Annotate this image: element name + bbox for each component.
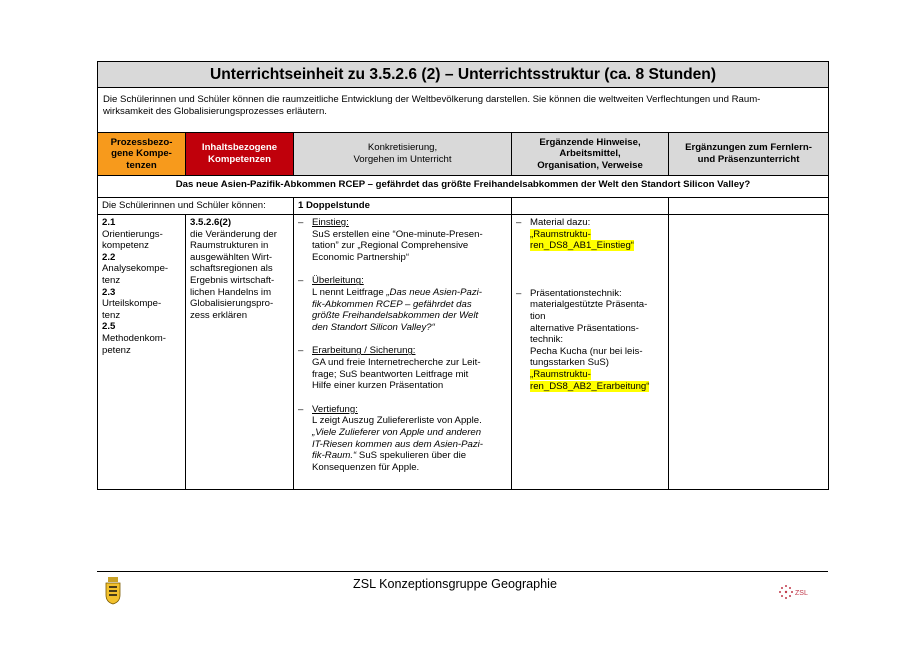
header-fernlernen: Ergänzungen zum Fernlern- und Präsenzunterricht bbox=[669, 133, 829, 176]
step-heading: Einstieg: bbox=[312, 217, 349, 228]
fernlernen-cell bbox=[669, 215, 829, 490]
competence-number: 2.2 bbox=[102, 251, 116, 263]
header-prozess: Prozessbezo- gene Kompe- tenzen bbox=[98, 133, 186, 176]
intro-line: wirksamkeit des Globalisierungsprozesses erläutern. bbox=[103, 106, 327, 117]
empty-cell bbox=[669, 198, 829, 215]
footer-text: ZSL Konzeptionsgruppe Geographie bbox=[353, 577, 557, 591]
document bbox=[97, 61, 828, 490]
ergaenzende-hinweise-cell bbox=[512, 215, 669, 490]
step-erarbeitung: – Erarbeitung / Sicherung: GA und freie Internetrecherche zur Leit- frage; SuS beantworten Leitfrage mit Hilfe einer kurzen Präsentation bbox=[298, 345, 481, 392]
students-can-label: Die Schülerinnen und Schüler können: bbox=[98, 198, 294, 215]
intro-text bbox=[98, 88, 829, 133]
step-heading: Überleitung: bbox=[312, 275, 364, 287]
page-title: Unterrichtseinheit zu 3.5.2.6 (2) – Unterrichtsstruktur (ca. 8 Stunden) bbox=[98, 62, 829, 88]
empty-cell bbox=[512, 198, 669, 215]
material-link[interactable]: „Raumstruktu- bbox=[530, 228, 591, 240]
footer-divider bbox=[97, 571, 828, 572]
lesson-structure-table bbox=[97, 61, 829, 490]
step-vertiefung: – Vertiefung: L zeigt Auszug Zuliefererliste von Apple. „Viele Zulieferer von Apple und anderen IT-Riesen kommen aus dem Asien-Pazi- fik-Raum.“ SuS spekulieren über die Konsequenzen für Apple. bbox=[298, 403, 483, 473]
prozess-competences: 2.1 Orientierungs- kompetenz 2.2 Analysekompe- tenz 2.3 Urteilskompe- tenz 2.5 Methodenkom- petenz bbox=[98, 215, 186, 490]
header-ergaenzende-hinweise: Ergänzende Hinweise, Arbeitsmittel, Organisation, Verweise bbox=[512, 133, 669, 176]
zsl-logo-icon bbox=[778, 582, 818, 602]
material-item: – Material dazu: „Raumstruktu- ren_DS8_AB1_Einstieg“ bbox=[516, 217, 634, 252]
zsl-logo-text: ZSL bbox=[795, 590, 808, 597]
competence-number: 2.5 bbox=[102, 321, 116, 333]
step-einstieg: – Einstieg: SuS erstellen eine “One-minute-Presen- tation” zur „Regional Comprehensive Economic Partnership“ bbox=[298, 217, 483, 263]
doppelstunde-label: 1 Doppelstunde bbox=[294, 198, 512, 215]
competence-number: 2.1 bbox=[102, 217, 116, 228]
header-konkretisierung: Konkretisierung, Vorgehen im Unterricht bbox=[294, 133, 512, 176]
praesentation-item: – Präsentationstechnik: materialgestützte Präsenta- tion alternative Präsentations- technik: Pecha Kucha (nur bei leis- tungsstarken SuS) „Raumstruktu- ren_DS8_AB2_Erarbeitung“ bbox=[516, 287, 650, 392]
competence-number: 2.3 bbox=[102, 286, 116, 298]
konkretisierung-cell bbox=[294, 215, 512, 490]
step-ueberleitung: – Überleitung: L nennt Leitfrage „Das neue Asien-Pazi- fik-Abkommen RCEP – gefährdet das größte Freihandelsabkommen der Welt den Standort Silicon Valley?“ bbox=[298, 275, 482, 333]
leitfrage-row: Das neue Asien-Pazifik-Abkommen RCEP – gefährdet das größte Freihandelsabkommen der Welt den Standort Silicon Valley? bbox=[98, 176, 829, 198]
material-link[interactable]: ren_DS8_AB1_Einstieg“ bbox=[530, 240, 634, 252]
material-link[interactable]: ren_DS8_AB2_Erarbeitung“ bbox=[530, 380, 650, 392]
step-heading: Vertiefung: bbox=[312, 403, 358, 415]
inhalt-competences: 3.5.2.6(2) die Veränderung der Raumstrukturen in ausgewählten Wirt- schaftsregionen als Ergebnis wirtschaft- lichen Handelns im Globalisierungspro- zess erklären bbox=[186, 215, 294, 490]
header-inhalt: Inhaltsbezogene Kompetenzen bbox=[186, 133, 294, 176]
material-link[interactable]: „Raumstruktu- bbox=[530, 368, 591, 380]
inhalt-number: 3.5.2.6(2) bbox=[190, 217, 232, 228]
intro-line: Die Schülerinnen und Schüler können die raumzeitliche Entwicklung der Weltbevölkerung darstellen. Sie können die weltweiten Verflechtungen und Raum- bbox=[103, 94, 761, 105]
step-heading: Erarbeitung / Sicherung: bbox=[312, 345, 416, 357]
